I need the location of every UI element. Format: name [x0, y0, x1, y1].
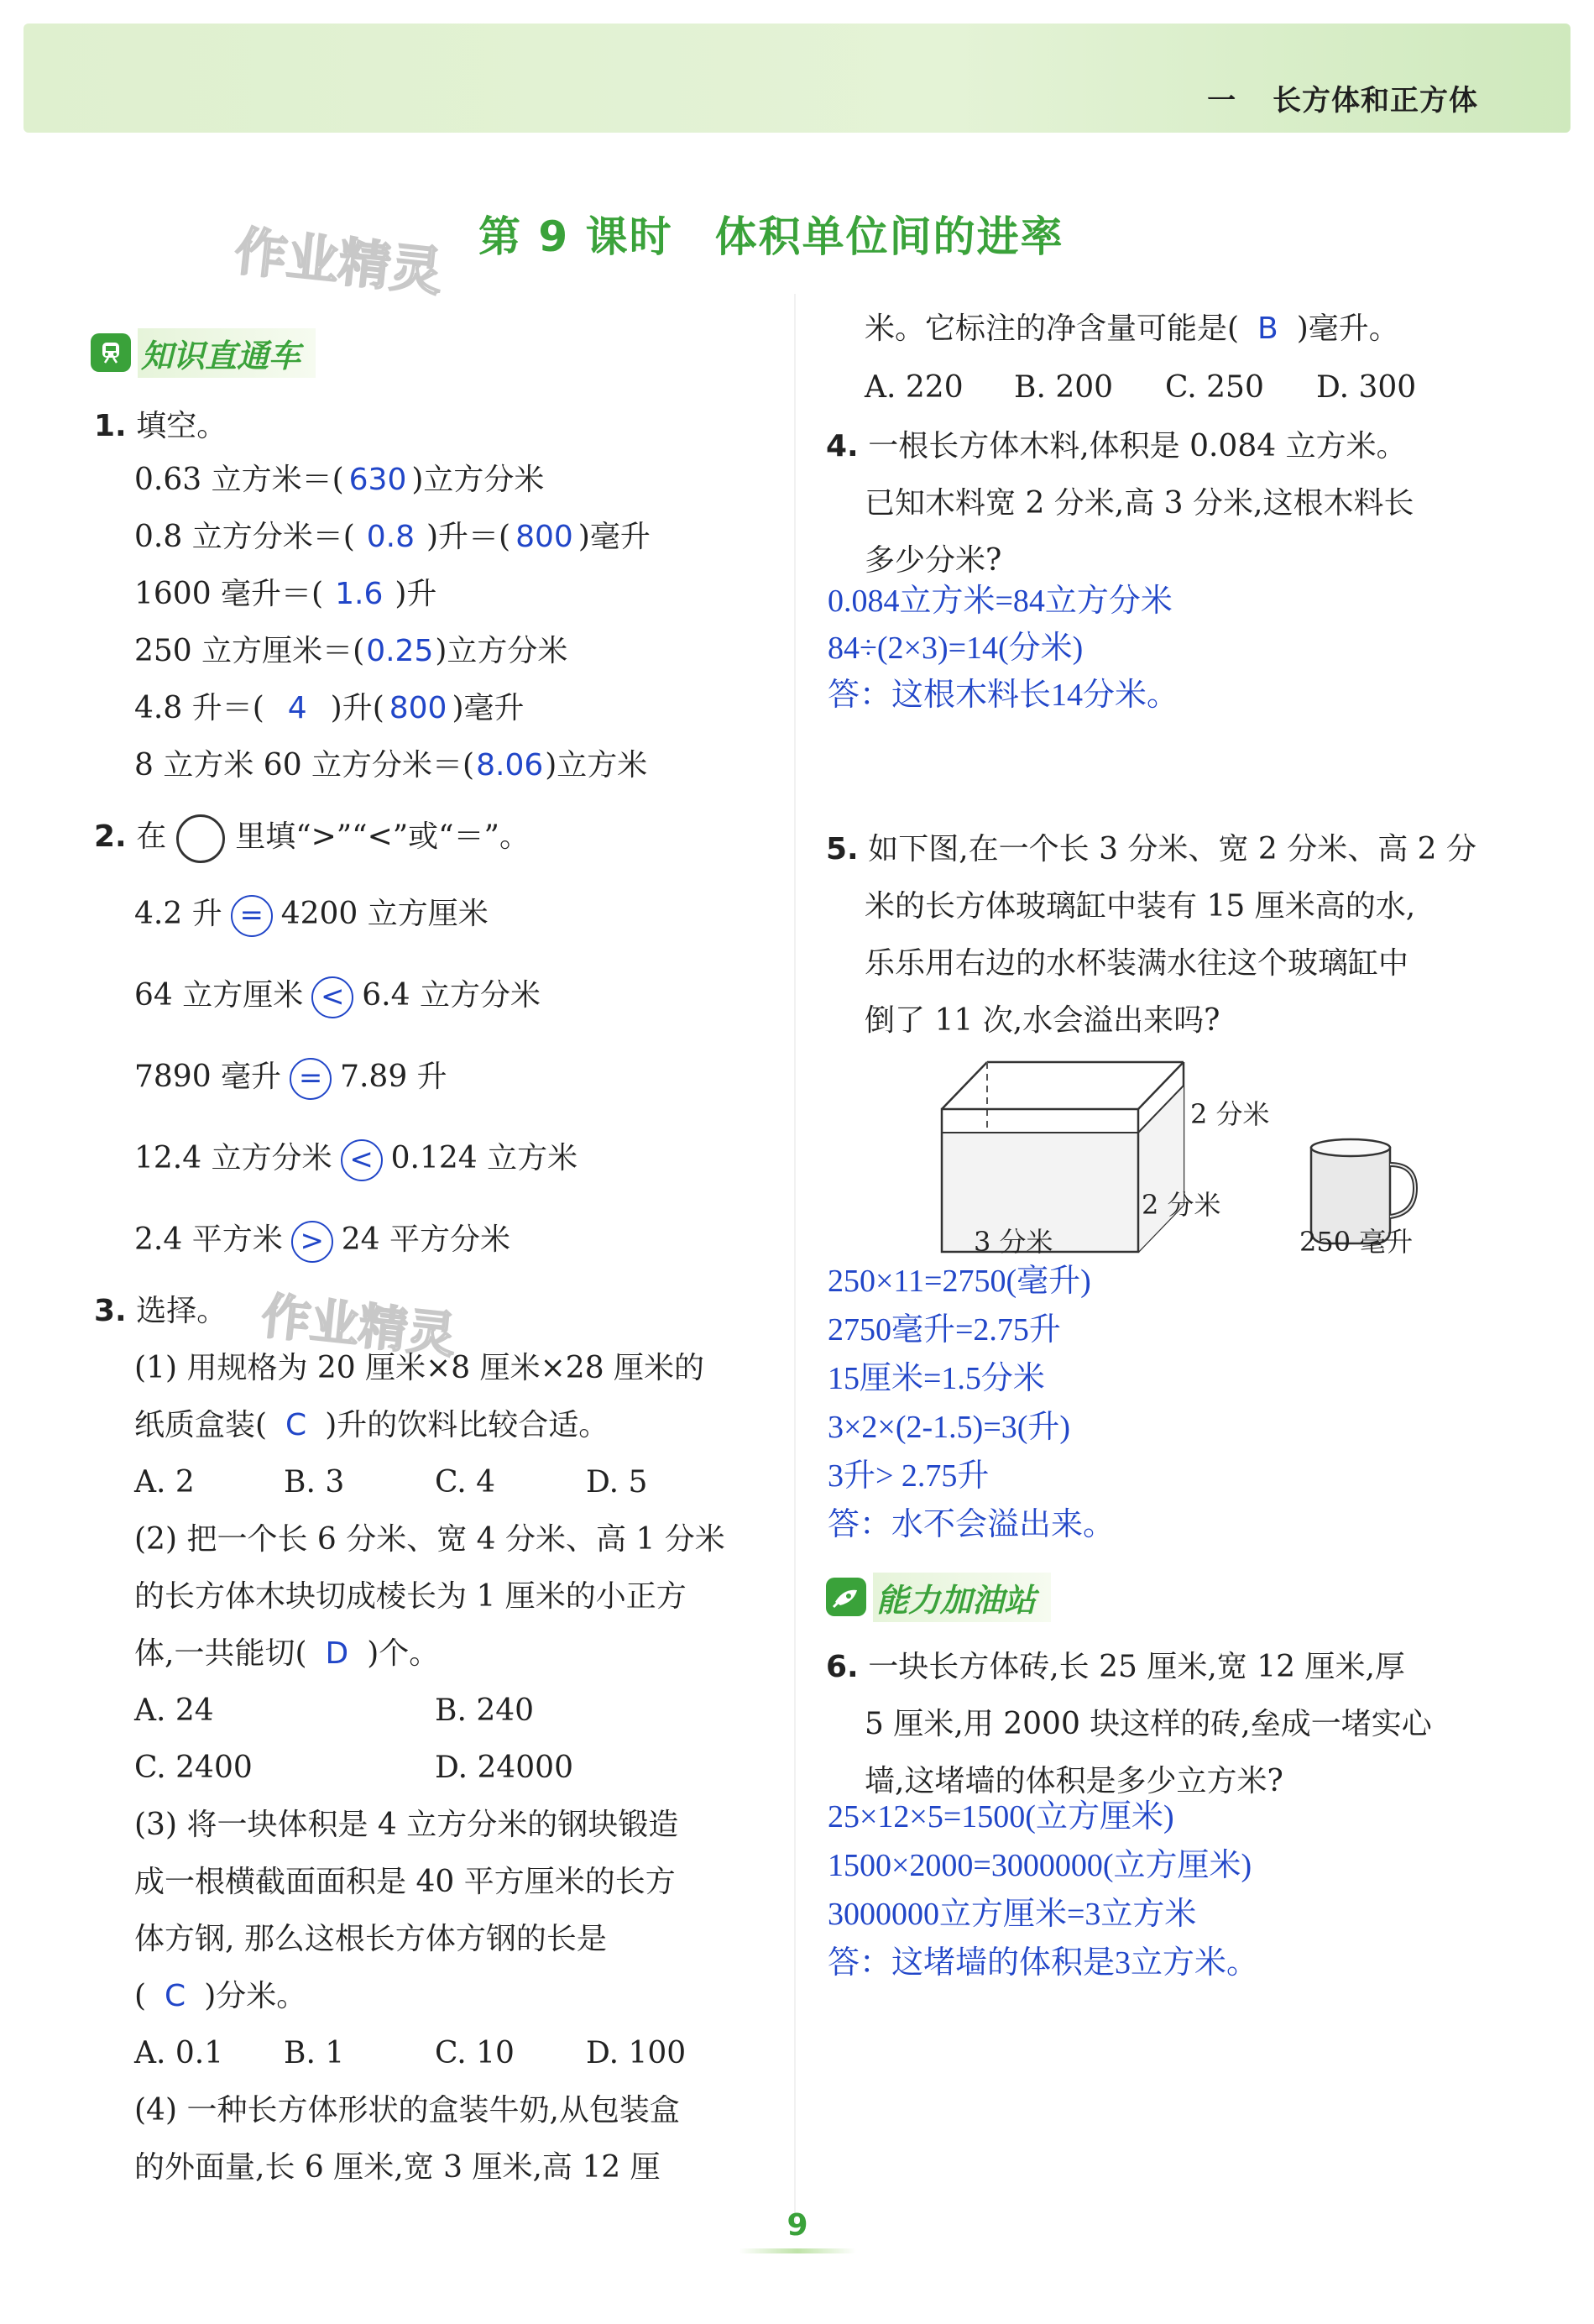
- page-title: [478, 203, 1064, 264]
- answer: B: [1257, 311, 1278, 346]
- q1-line-2: 0.8 立方分米＝( 0.8 )升＝( 800 )毫升: [134, 520, 651, 554]
- chapter-number: 一: [1207, 84, 1237, 118]
- q2-item: 2.4 平方米 > 24 平方分米: [134, 1221, 510, 1263]
- q6-answer-line: 25×12×5=1500(立方厘米): [828, 1799, 1174, 1835]
- q5-answer-line: 250×11=2750(毫升): [828, 1264, 1091, 1299]
- lesson-number: 第 9 课时: [478, 212, 673, 261]
- watermark-logo: 作业精灵: [232, 220, 446, 303]
- answer: 630: [348, 463, 407, 497]
- section-ability: [826, 1570, 1051, 1624]
- page-number-underline: [739, 2248, 856, 2253]
- question-1-stem: 1. 填空。: [94, 409, 227, 443]
- q5-answer-line: 3×2×(2-1.5)=3(升): [828, 1410, 1071, 1445]
- chapter-title: 长方体和正方体: [1273, 84, 1478, 118]
- question-6-line: 墙,这堵墙的体积是多少立方米?: [865, 1764, 1283, 1798]
- section-knowledge: [91, 326, 316, 379]
- answer: D: [325, 1636, 349, 1671]
- question-4-line: 多少分米?: [865, 543, 1002, 578]
- q2-item: 7890 毫升 = 7.89 升: [134, 1058, 447, 1100]
- compare-symbol: =: [290, 1058, 332, 1100]
- question-3-stem: 3. 选择。: [94, 1294, 227, 1328]
- q3-part2-line: 的长方体木块切成棱长为 1 厘米的小正方: [134, 1579, 687, 1614]
- tank-width-label: 2 分米: [1142, 1189, 1221, 1221]
- tank-height-label: 2 分米: [1190, 1098, 1270, 1130]
- q3-part1-line: (1) 用规格为 20 厘米×8 厘米×28 厘米的: [134, 1351, 705, 1385]
- answer: 0.8: [366, 520, 415, 554]
- section-label: 能力加油站: [873, 1573, 1051, 1622]
- question-5-line: 倒了 11 次,水会溢出来吗?: [865, 1003, 1220, 1038]
- lesson-topic: 体积单位间的进率: [714, 212, 1064, 261]
- answer: 800: [389, 691, 447, 725]
- q5-answer-line: 2750毫升=2.75升: [828, 1312, 1061, 1348]
- q4-answer-line: 答：这根木料长14分米。: [828, 678, 1179, 713]
- q5-answer-line: 3升> 2.75升: [828, 1458, 990, 1494]
- q3-part1-line: 纸质盒装( C )升的饮料比较合适。: [134, 1408, 609, 1442]
- answer: 0.25: [366, 634, 434, 668]
- q4-answer-line: 84÷(2×3)=14(分米): [828, 631, 1084, 666]
- question-6-line: 5 厘米,用 2000 块这样的砖,垒成一堵实心: [865, 1707, 1432, 1741]
- q6-answer-line: 1500×2000=3000000(立方厘米): [828, 1848, 1252, 1883]
- compare-symbol: >: [291, 1221, 333, 1263]
- cup-volume-label: 250 毫升: [1299, 1226, 1414, 1258]
- empty-circle-icon: [176, 814, 225, 863]
- watermark-logo: 作业精灵: [259, 1287, 459, 1364]
- answer: 4: [287, 691, 307, 725]
- question-6-line: 6. 一块长方体砖,长 25 厘米,宽 12 厘米,厚: [826, 1650, 1405, 1684]
- q3-part3-line: (3) 将一块体积是 4 立方分米的钢块锻造: [134, 1808, 679, 1842]
- answer: 800: [515, 520, 573, 554]
- q1-line-5: 4.8 升＝( 4 )升( 800 )毫升: [134, 691, 525, 725]
- q4-answer-line: 0.084立方米=84立方分米: [828, 584, 1173, 619]
- q3-part4-line: 的外面量,长 6 厘米,宽 3 厘米,高 12 厘: [134, 2150, 661, 2185]
- q3-part2-line: 体,一共能切( D )个。: [134, 1636, 440, 1671]
- compare-symbol: <: [311, 976, 353, 1018]
- question-5-line: 米的长方体玻璃缸中装有 15 厘米高的水,: [865, 889, 1416, 924]
- q2-item: 64 立方厘米 < 6.4 立方分米: [134, 976, 541, 1018]
- tank-length-label: 3 分米: [974, 1226, 1053, 1258]
- column-divider: [794, 294, 796, 2225]
- compare-symbol: =: [231, 895, 273, 937]
- answer: C: [285, 1408, 307, 1442]
- q1-line-3: 1600 毫升＝( 1.6 )升: [134, 577, 437, 611]
- q3-part3-line: 体方钢, 那么这根长方体方钢的长是: [134, 1922, 607, 1956]
- question-2-stem: 2. 在 里填“>”“<”或“＝”。: [94, 814, 530, 863]
- question-4-line: 4. 一根长方体木料,体积是 0.084 立方米。: [826, 429, 1407, 463]
- answer: C: [165, 1979, 186, 2013]
- q5-answer-line: 答：水不会溢出来。: [828, 1507, 1116, 1542]
- q3-part4-line: (4) 一种长方体形状的盒装牛奶,从包装盒: [134, 2093, 680, 2128]
- train-icon: [91, 333, 131, 372]
- rocket-icon: [826, 1578, 866, 1616]
- q3-part3-line: 成一根横截面面积是 40 平方厘米的长方: [134, 1865, 676, 1899]
- question-5-line: 5. 如下图,在一个长 3 分米、宽 2 分米、高 2 分: [826, 832, 1477, 866]
- chapter-heading: [1207, 77, 1478, 118]
- q6-answer-line: 3000000立方厘米=3立方米: [828, 1897, 1197, 1932]
- answer: 8.06: [476, 748, 544, 783]
- page-number: 9: [787, 2208, 808, 2243]
- q5-answer-line: 15厘米=1.5分米: [828, 1361, 1045, 1396]
- answer: 1.6: [335, 577, 384, 611]
- section-label: 知识直通车: [138, 328, 316, 378]
- q3-part3-line: ( C )分米。: [134, 1979, 307, 2013]
- q1-line-4: 250 立方厘米＝(0.25)立方分米: [134, 634, 568, 668]
- q2-item: 4.2 升 = 4200 立方厘米: [134, 895, 489, 937]
- q6-answer-line: 答：这堵墙的体积是3立方米。: [828, 1945, 1259, 1981]
- q1-line-6: 8 立方米 60 立方分米＝(8.06)立方米: [134, 748, 648, 783]
- question-4-line: 已知木料宽 2 分米,高 3 分米,这根木料长: [865, 486, 1414, 521]
- q3-part4-line: 米。它标注的净含量可能是( B )毫升。: [865, 311, 1399, 346]
- compare-symbol: <: [341, 1139, 383, 1181]
- q3-part2-line: (2) 把一个长 6 分米、宽 4 分米、高 1 分米: [134, 1522, 725, 1557]
- question-5-line: 乐乐用右边的水杯装满水往这个玻璃缸中: [865, 946, 1409, 981]
- q1-line-1: 0.63 立方米＝( 630 )立方分米: [134, 463, 545, 497]
- q2-item: 12.4 立方分米 < 0.124 立方米: [134, 1139, 577, 1181]
